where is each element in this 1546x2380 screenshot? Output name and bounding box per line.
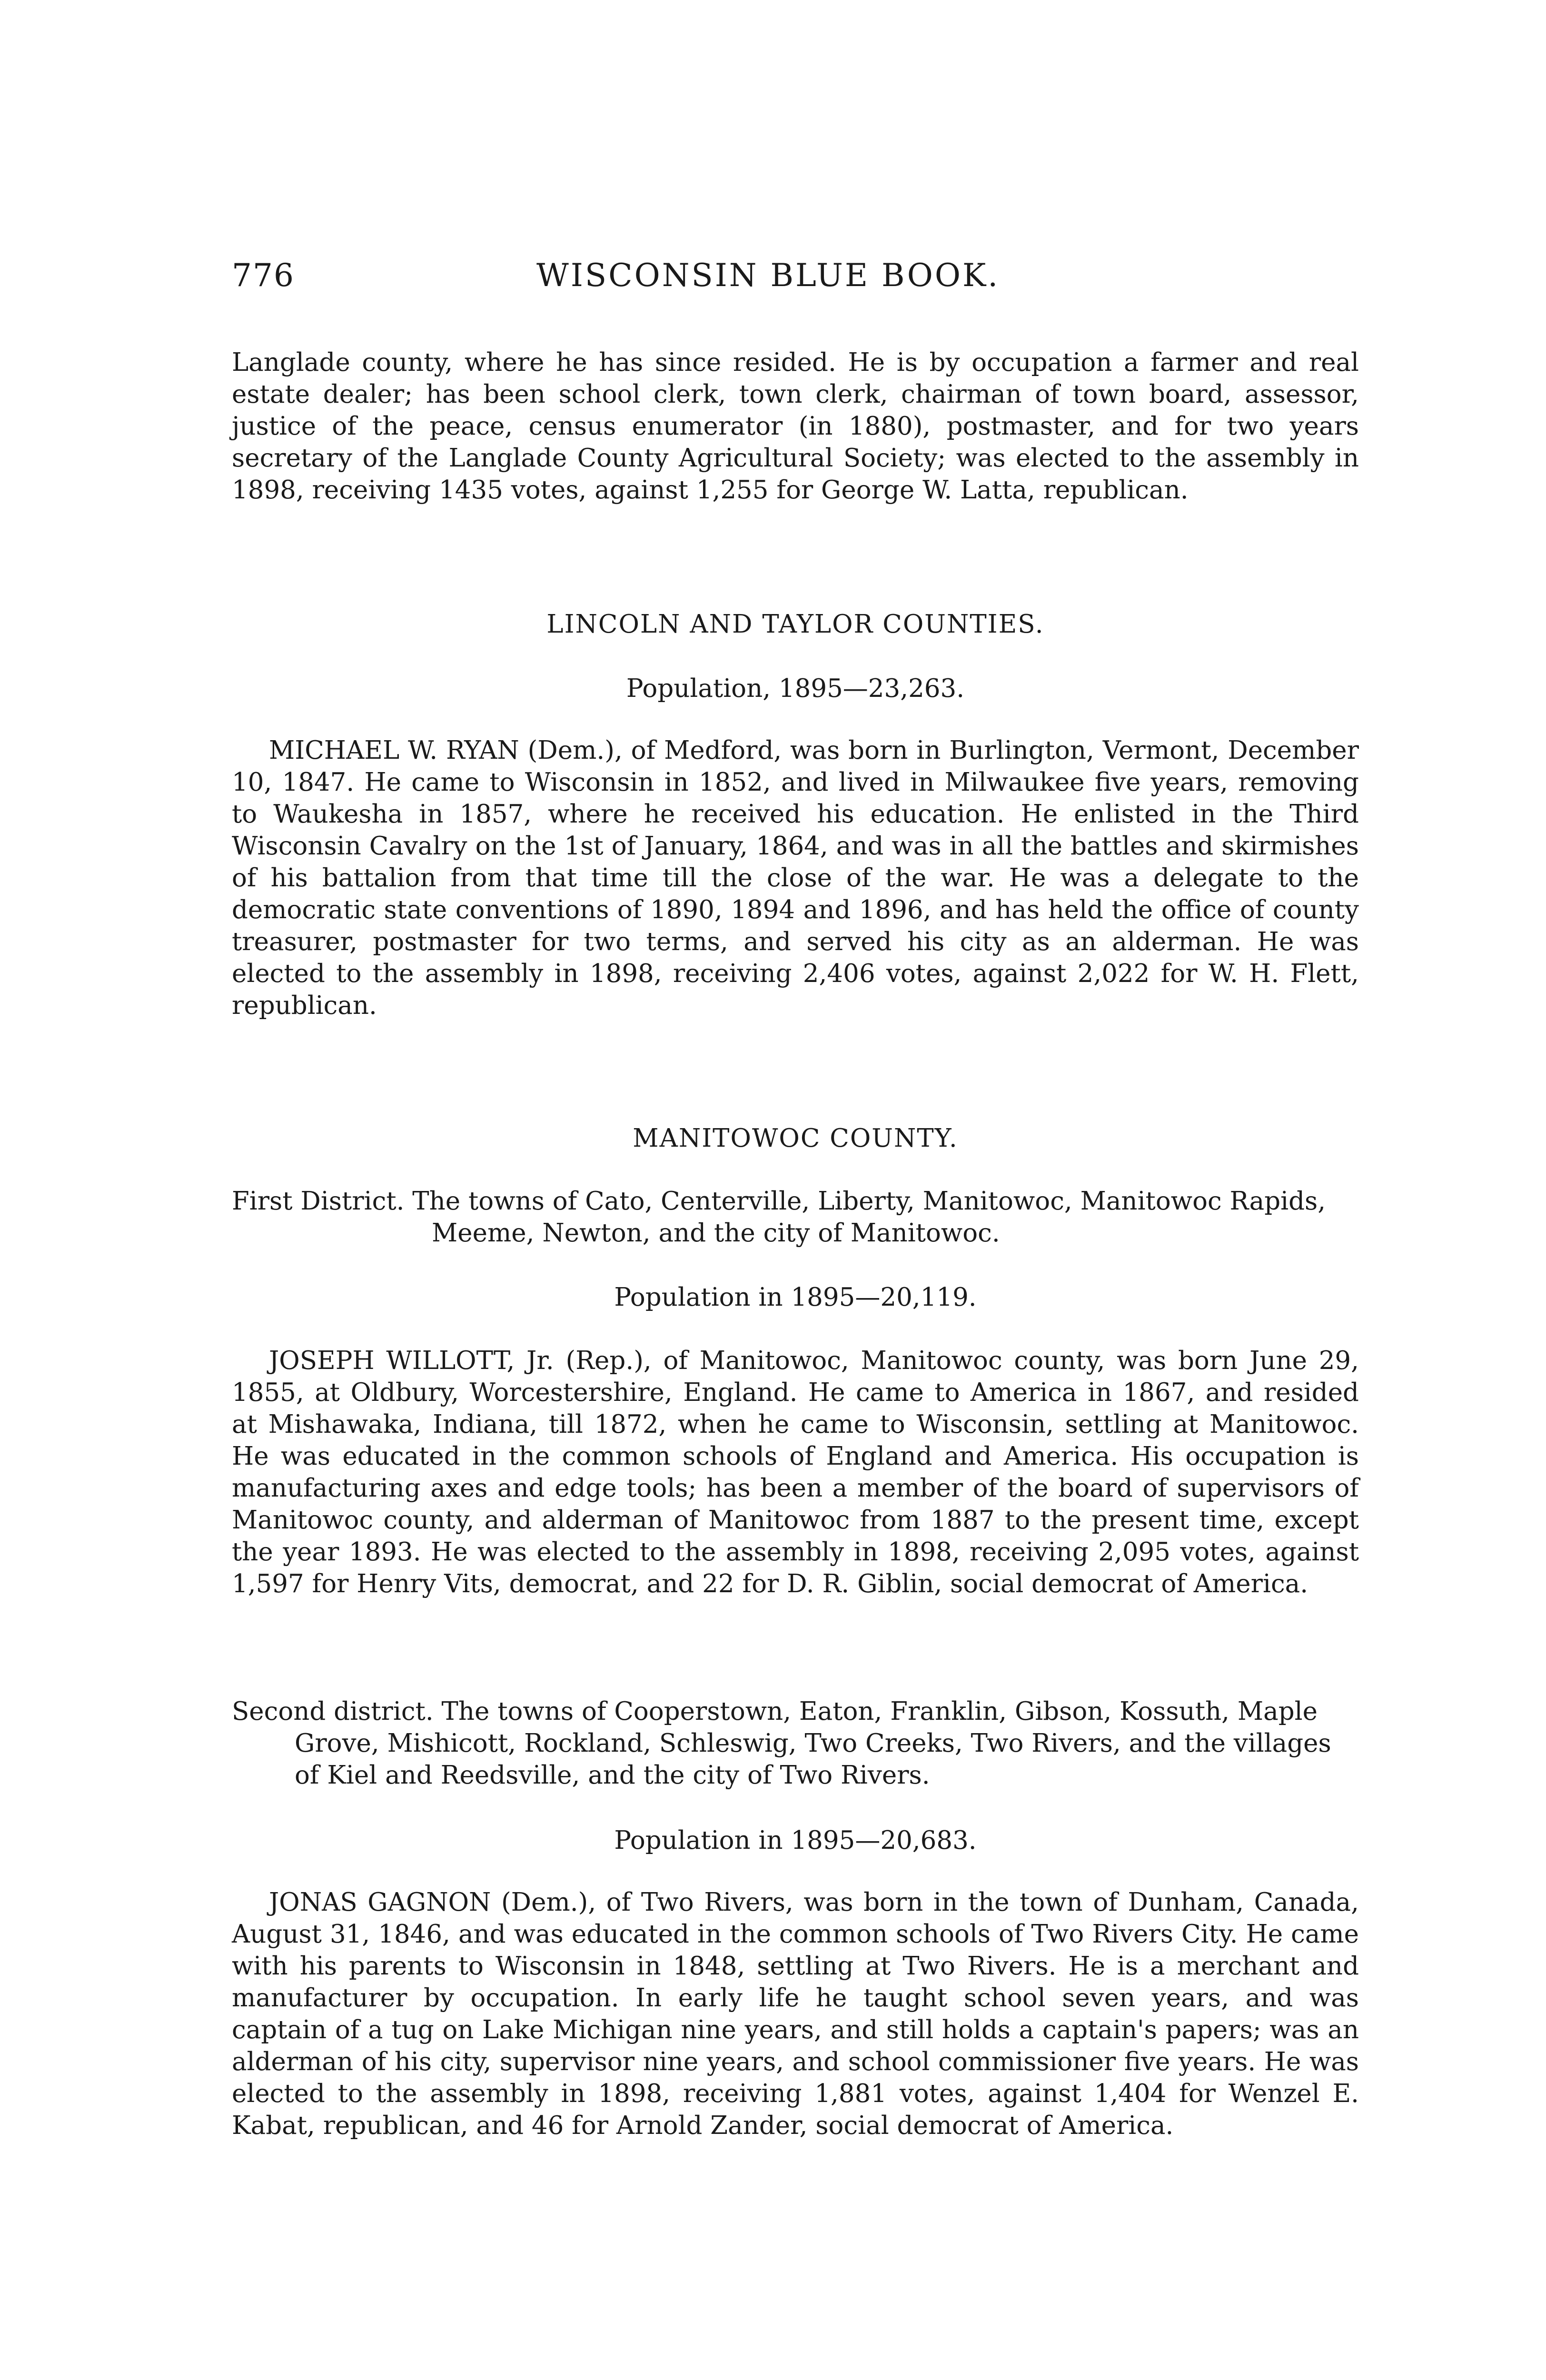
page-header (232, 257, 1365, 300)
biography-gagnon (232, 1886, 1359, 2142)
bio-willott-text: JOSEPH WILLOTT, Jr. (Rep.), of Manitowoc, Manitowoc county, was born June 29, 1855, at Oldbury, Worcestershire, England. He came to America in 1867, and resided at Mishawaka, Indiana, till 1872, when he came to Wisconsin, settling at Manitowoc. He was educated in the common schools of England and America. His occupation is manufacturing axes and edge tools; has been a member of the board of supervisors of Manitowoc county, and alderman of Manitowoc from 1887 to the present time, except the year 1893. He was elected to the assembly in 1898, receiving 2,095 votes, against 1,597 for Henry Vits, democrat, and 22 for D. R. Giblin, social democrat of America. (232, 1346, 1359, 1598)
running-title: WISCONSIN BLUE BOOK. (536, 257, 1000, 294)
district-one-description (232, 1185, 1359, 1249)
district-two-text: Second district. The towns of Cooperstown, Eaton, Franklin, Gibson, Kossuth, Maple Grove, Mishicott, Rockland, Schleswig, Two Creeks, Two Rivers, and the villages of Kiel and Reedsville, and the city of Two Rivers. (232, 1697, 1331, 1790)
page-number: 776 (232, 257, 295, 294)
bio-gagnon-text: JONAS GAGNON (Dem.), of Two Rivers, was born in the town of Dunham, Canada, August 31, 1846, and was educated in the common schools of Two Rivers City. He came with his parents to Wisconsin in 1848, settling at Two Rivers. He is a merchant and manufacturer by occupation. In early life he taught school seven years, and was captain of a tug on Lake Michigan nine years, and still holds a captain's papers; was an alderman of his city, supervisor nine years, and school commissioner five years. He was elected to the assembly in 1898, receiving 1,881 votes, against 1,404 for Wenzel E. Kabat, republican, and 46 for Arnold Zander, social democrat of America. (232, 1888, 1359, 2140)
population-district-one: Population in 1895—20,119. (614, 1283, 977, 1312)
biography-willott (232, 1345, 1359, 1600)
district-two-description (232, 1696, 1359, 1791)
bio-ryan-text: MICHAEL W. RYAN (Dem.), of Medford, was born in Burlington, Vermont, December 10, 1847. He came to Wisconsin in 1852, and lived in Milwaukee five years, removing to Waukesha in 1857, where he received his education. He enlisted in the Third Wisconsin Cavalry on the 1st of January, 1864, and was in all the battles and skirmishes of his battalion from that time till the close of the war. He was a delegate to the democratic state conventions of 1890, 1894 and 1896, and has held the office of county treasurer, postmaster for two terms, and served his city as an alderman. He was elected to the assembly in 1898, receiving 2,406 votes, against 2,022 for W. H. Flett, republican. (232, 736, 1359, 1020)
continued-biography (232, 347, 1359, 506)
population-lincoln-taylor: Population, 1895—23,263. (626, 674, 965, 703)
biography-ryan (232, 734, 1359, 1021)
section-heading-manitowoc: MANITOWOC COUNTY. (633, 1124, 958, 1153)
section-heading-lincoln-taylor: LINCOLN AND TAYLOR COUNTIES. (546, 610, 1044, 639)
continued-bio-text: Langlade county, where he has since resided. He is by occupation a farmer and real estate dealer; has been school clerk, town clerk, chairman of town board, assessor, justice of the peace, census enumerator (in 1880), postmaster, and for two years secretary of the Langlade County Agricultural Society; was elected to the assembly in 1898, receiving 1435 votes, against 1,255 for George W. Latta, republican. (232, 348, 1359, 505)
district-one-text: First District. The towns of Cato, Centerville, Liberty, Manitowoc, Manitowoc Rapids, Meeme, Newton, and the city of Manitowoc. (232, 1187, 1326, 1248)
population-district-two: Population in 1895—20,683. (614, 1826, 977, 1855)
